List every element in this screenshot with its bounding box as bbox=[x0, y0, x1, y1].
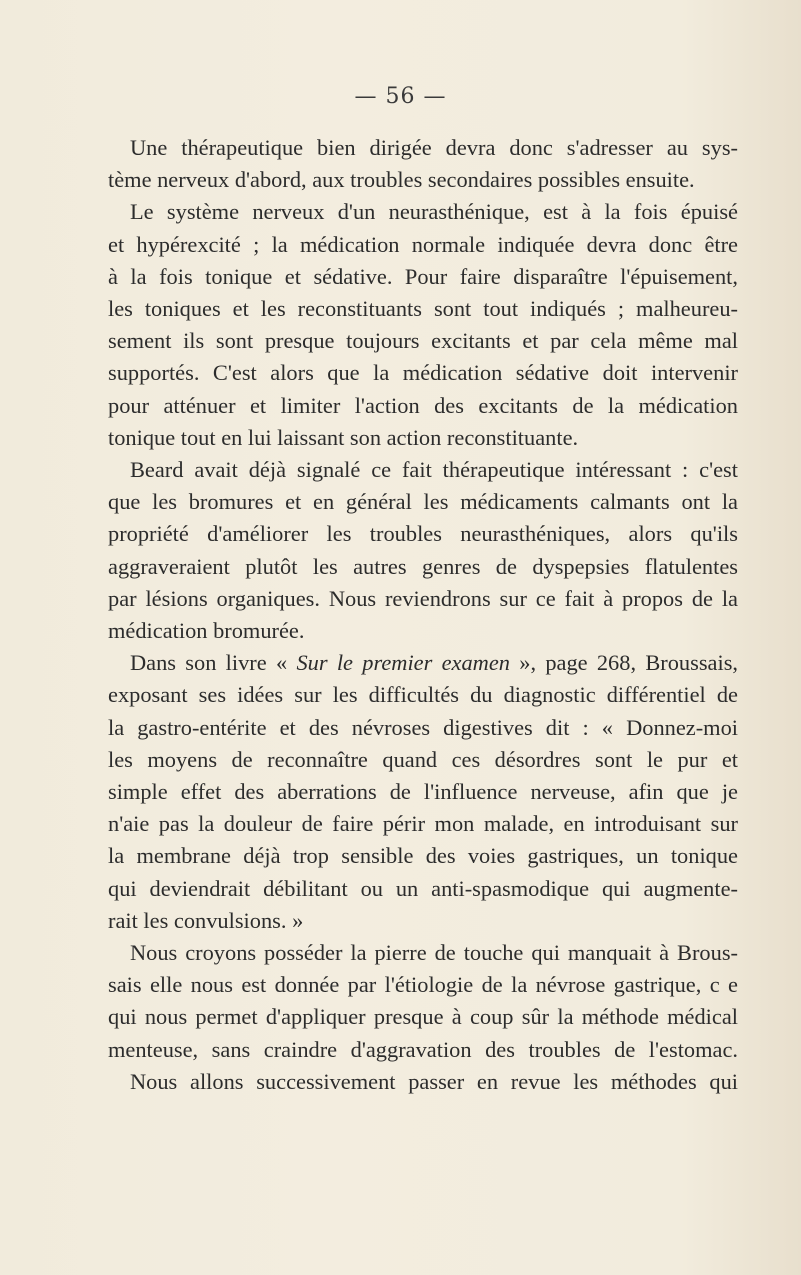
text-line: supportés. C'est alors que la médication sédative doit intervenir bbox=[108, 360, 738, 386]
text-line: Le système nerveux d'un neurasthénique, est à la fois épuisé bbox=[130, 199, 738, 225]
text-line: les toniques et les reconstituants sont tout indiqués ; malheureu- bbox=[108, 296, 738, 322]
text-line: que les bromures et en général les médicaments calmants ont la bbox=[108, 489, 738, 515]
page-number: — 56 — bbox=[354, 84, 447, 109]
book-title: Sur le premier examen bbox=[296, 650, 510, 676]
text-line: à la fois tonique et sédative. Pour faire disparaître l'épuisement, bbox=[108, 263, 738, 289]
text-line: propriété d'améliorer les troubles neurasthéniques, alors qu'ils bbox=[108, 521, 738, 547]
text-line: par lésions organiques. Nous reviendrons sur ce fait à propos de la bbox=[108, 585, 738, 611]
text-line: la gastro-entérite et des névroses digestives dit : « Donnez-moi bbox=[108, 714, 738, 740]
text-line: pour atténuer et limiter l'action des excitants de la médication bbox=[108, 392, 738, 418]
text-line: aggraveraient plutôt les autres genres de dyspepsies flatulentes bbox=[108, 553, 738, 579]
text-line: menteuse, sans craindre d'aggravation des troubles de l'estomac. bbox=[108, 1036, 738, 1062]
text-line: Nous croyons posséder la pierre de touche qui manquait à Brous- bbox=[130, 940, 738, 966]
text-fragment: Dans son livre « bbox=[130, 650, 297, 676]
text-line: simple effet des aberrations de l'influence nerveuse, afin que je bbox=[108, 779, 738, 805]
body-text bbox=[108, 132, 738, 1098]
text-line: qui deviendrait débilitant ou un anti-spasmodique qui augmente- bbox=[108, 875, 738, 901]
text-line: rait les convulsions. » bbox=[108, 907, 304, 933]
text-line: qui nous permet d'appliquer presque à coup sûr la méthode médical bbox=[108, 1004, 738, 1030]
text-line: Nous allons successivement passer en revue les méthodes qui bbox=[130, 1068, 738, 1094]
text-line: tème nerveux d'abord, aux troubles secondaires possibles ensuite. bbox=[108, 167, 695, 193]
text-line: médication bromurée. bbox=[108, 618, 305, 644]
text-line: tonique tout en lui laissant son action reconstituante. bbox=[108, 424, 579, 450]
text-line: Une thérapeutique bien dirigée devra donc s'adresser au sys- bbox=[130, 135, 738, 160]
text-line-with-citation bbox=[108, 647, 738, 679]
text-line: Beard avait déjà signalé ce fait thérapeutique intéressant : c'est bbox=[130, 457, 738, 483]
text-line: la membrane déjà trop sensible des voies gastriques, un tonique bbox=[108, 843, 738, 869]
text-line: les moyens de reconnaître quand ces désordres sont le pur et bbox=[108, 746, 738, 772]
text-line: exposant ses idées sur les difficultés du diagnostic différentiel de bbox=[108, 682, 738, 708]
text-line: n'aie pas la douleur de faire périr mon malade, en introduisant sur bbox=[108, 811, 738, 837]
text-line: et hypérexcité ; la médication normale indiquée devra donc être bbox=[108, 231, 738, 257]
text-line: sais elle nous est donnée par l'étiologie de la névrose gastrique, c e bbox=[108, 972, 738, 998]
text-fragment: », page 268, Broussais, bbox=[509, 650, 738, 676]
text-line: sement ils sont presque toujours excitants et par cela même mal bbox=[108, 328, 738, 354]
